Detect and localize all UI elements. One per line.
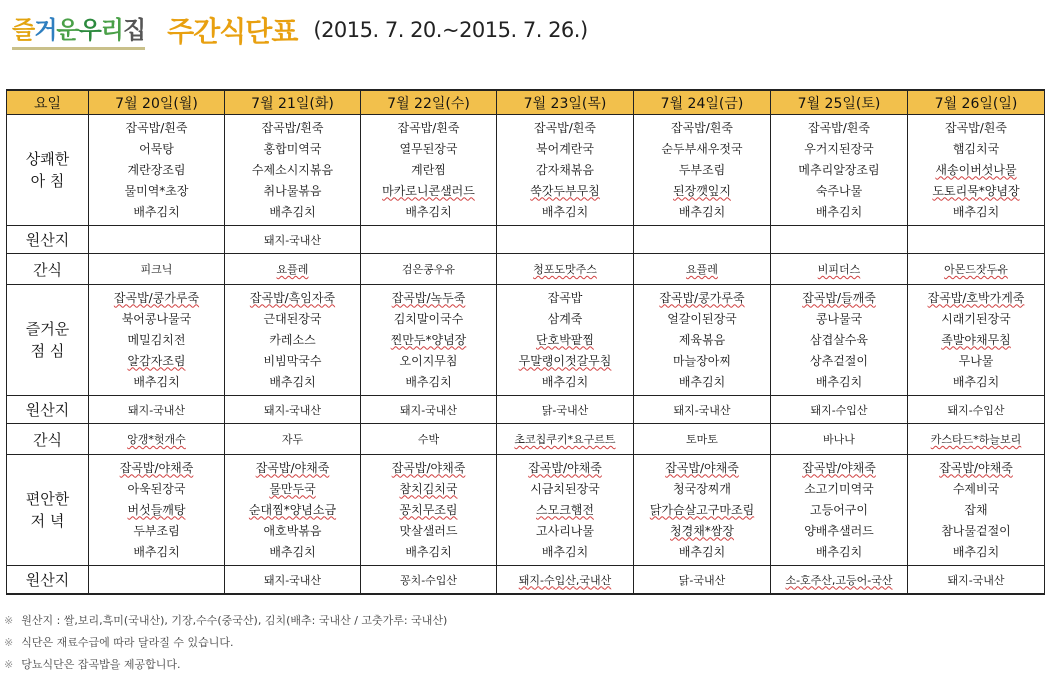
note-mark: ※ bbox=[4, 614, 14, 627]
breakfast_origin-cell bbox=[225, 226, 361, 254]
dinner-cell bbox=[89, 455, 225, 566]
origin-text: 돼지-국내산 bbox=[399, 403, 458, 417]
menu-item: 삼겹살수육 bbox=[810, 332, 868, 347]
brand-logo bbox=[12, 10, 145, 50]
menu-item: 취나물볶음 bbox=[263, 183, 322, 198]
brand-char: 집 bbox=[122, 16, 146, 44]
origin-text: 돼지-국내산 bbox=[127, 403, 186, 417]
menu-item: 참치김치국 bbox=[399, 481, 458, 496]
weekly-menu-table bbox=[6, 89, 1045, 595]
note-text: 당뇨식단은 잡곡밥을 제공합니다. bbox=[21, 658, 181, 671]
snack1-cell bbox=[634, 254, 771, 285]
menu-item: 삼계죽 bbox=[547, 311, 583, 326]
lunch_origin-cell bbox=[634, 396, 771, 424]
breakfast-cell bbox=[89, 115, 225, 226]
lunch-cell bbox=[497, 285, 634, 396]
meal-label-line: 즐거운 bbox=[25, 320, 70, 338]
breakfast_origin-row bbox=[7, 226, 1045, 254]
menu-item: 배추김치 bbox=[541, 374, 589, 389]
menu-item: 잡곡밥/호박가게죽 bbox=[927, 290, 1025, 305]
menu-item: 잡곡밥/흰죽 bbox=[807, 120, 870, 135]
dinner_origin-cell bbox=[497, 566, 634, 595]
breakfast-cell bbox=[908, 115, 1045, 226]
menu-item: 잡곡밥/콩가루죽 bbox=[659, 290, 745, 305]
breakfast_origin-cell bbox=[361, 226, 497, 254]
menu-item: 얼갈이된장국 bbox=[667, 311, 737, 326]
meal-label-line: 아 침 bbox=[30, 172, 65, 190]
note-mark: ※ bbox=[4, 636, 14, 649]
lunch_origin-row bbox=[7, 396, 1045, 424]
menu-item: 잡곡밥/야채죽 bbox=[119, 460, 194, 475]
origin-text: 돼지-수입산,국내산 bbox=[518, 573, 612, 587]
menu-item: 닭가슴살고구마조림 bbox=[649, 502, 755, 517]
page-title: 주간식단표 bbox=[167, 15, 298, 48]
snack2-label: 간식 bbox=[7, 424, 89, 455]
dinner_origin-cell bbox=[225, 566, 361, 595]
menu-item: 배추김치 bbox=[952, 204, 1000, 219]
menu-item: 고사리나물 bbox=[536, 523, 594, 538]
menu-item: 감자채볶음 bbox=[536, 162, 594, 177]
meal-label-line: 점 심 bbox=[30, 342, 65, 360]
snack1-label: 간식 bbox=[7, 254, 89, 285]
menu-item: 알감자조림 bbox=[127, 353, 186, 368]
breakfast-row bbox=[7, 115, 1045, 226]
snack1-cell bbox=[361, 254, 497, 285]
meal-label-line: 저 녁 bbox=[30, 512, 65, 530]
menu-item: 시래기된장국 bbox=[941, 311, 1011, 326]
menu-item: 잡곡밥/야채죽 bbox=[528, 460, 602, 475]
menu-item: 우거지된장국 bbox=[804, 141, 874, 156]
lunch_origin-label: 원산지 bbox=[7, 396, 89, 424]
menu-item: 애호박볶음 bbox=[263, 523, 322, 538]
lunch_origin-cell bbox=[225, 396, 361, 424]
meal-label-line: 편안한 bbox=[25, 490, 70, 508]
brand-char: 즐 bbox=[12, 16, 35, 44]
note-text: 원산지 : 쌀,보리,흑미(국내산), 기장,수수(중국산), 김치(배추: 국내산 / 고춧가루: 국내산) bbox=[21, 614, 448, 627]
lunch-row bbox=[7, 285, 1045, 396]
menu-item: 찐만두*양념장 bbox=[390, 332, 467, 347]
menu-item: 홍합미역국 bbox=[263, 141, 322, 156]
dinner-cell bbox=[908, 455, 1045, 566]
menu-item: 맛살샐러드 bbox=[399, 523, 458, 538]
menu-item: 쑥갓두부무침 bbox=[530, 183, 600, 198]
brand-char: 거 bbox=[34, 16, 57, 44]
menu-item: 어묵탕 bbox=[139, 141, 174, 156]
menu-item: 물만두국 bbox=[269, 481, 316, 496]
menu-item: 꽁치무조림 bbox=[399, 502, 458, 517]
menu-item: 소고기미역국 bbox=[804, 481, 874, 496]
menu-item: 햄김치국 bbox=[952, 141, 1000, 156]
day-header: 7월 26일(일) bbox=[908, 90, 1045, 115]
day-header: 7월 23일(목) bbox=[497, 90, 634, 115]
lunch_origin-cell bbox=[361, 396, 497, 424]
menu-item: 수제비국 bbox=[952, 481, 1000, 496]
menu-item: 배추김치 bbox=[541, 544, 589, 559]
brand-char: 운 bbox=[56, 16, 79, 44]
snack-item: 자두 bbox=[281, 433, 304, 446]
menu-item: 배추김치 bbox=[815, 204, 863, 219]
menu-item: 잡곡밥/들깨죽 bbox=[802, 290, 876, 305]
dinner-row bbox=[7, 455, 1045, 566]
lunch-cell bbox=[771, 285, 908, 396]
menu-item: 상추겉절이 bbox=[810, 353, 868, 368]
breakfast_origin-cell bbox=[497, 226, 634, 254]
menu-item: 잡곡밥/야채죽 bbox=[391, 460, 466, 475]
menu-item: 잡곡밥/흰죽 bbox=[533, 120, 596, 135]
breakfast_origin-cell bbox=[771, 226, 908, 254]
menu-item: 순두부새우젓국 bbox=[661, 141, 743, 156]
snack2-cell bbox=[225, 424, 361, 455]
meal-label-line: 상쾌한 bbox=[25, 150, 70, 168]
origin-text: 소-호주산,고등어-국산 bbox=[785, 573, 893, 587]
lunch-cell bbox=[634, 285, 771, 396]
origin-text: 돼지-수입산 bbox=[810, 403, 868, 417]
origin-text: 돼지-국내산 bbox=[947, 573, 1005, 587]
menu-item: 잡곡밥/흰죽 bbox=[944, 120, 1007, 135]
snack2-cell bbox=[771, 424, 908, 455]
menu-item: 양배추샐러드 bbox=[804, 523, 874, 538]
day-column-header: 요일 bbox=[7, 90, 89, 115]
snack-item: 앙갱*헛개수 bbox=[127, 433, 186, 446]
dinner_origin-cell bbox=[908, 566, 1045, 595]
menu-item: 잡곡밥/야채죽 bbox=[665, 460, 739, 475]
breakfast-cell bbox=[497, 115, 634, 226]
menu-item: 계란장조림 bbox=[127, 162, 186, 177]
header-row bbox=[7, 90, 1045, 115]
lunch_origin-cell bbox=[908, 396, 1045, 424]
menu-item: 청경채*쌈장 bbox=[670, 523, 734, 538]
lunch-cell bbox=[361, 285, 497, 396]
menu-item: 무나물 bbox=[958, 353, 994, 368]
menu-period: (2015. 7. 20.~2015. 7. 26.) bbox=[313, 18, 588, 42]
menu-item: 배추김치 bbox=[269, 374, 316, 389]
menu-item: 잡곡밥 bbox=[547, 290, 583, 305]
snack-item: 청포도맛주스 bbox=[533, 263, 597, 276]
menu-item: 새송이버섯나물 bbox=[935, 162, 1017, 177]
snack1-cell bbox=[771, 254, 908, 285]
snack1-cell bbox=[89, 254, 225, 285]
snack1-cell bbox=[908, 254, 1045, 285]
dinner-label bbox=[7, 455, 89, 566]
snack-item: 아몬드잣두유 bbox=[944, 263, 1008, 276]
menu-item: 잡곡밥/녹두죽 bbox=[391, 290, 466, 305]
origin-text: 돼지-수입산 bbox=[947, 403, 1005, 417]
menu-item: 잡곡밥/흰죽 bbox=[261, 120, 324, 135]
breakfast-cell bbox=[634, 115, 771, 226]
snack2-cell bbox=[634, 424, 771, 455]
menu-item: 고등어구이 bbox=[810, 502, 868, 517]
menu-item: 잡채 bbox=[964, 502, 988, 517]
snack-item: 피크닉 bbox=[140, 263, 173, 276]
snack-item: 초코칩쿠키*요구르트 bbox=[514, 433, 616, 446]
breakfast-label bbox=[7, 115, 89, 226]
menu-item: 된장깻잎지 bbox=[673, 183, 731, 198]
dinner_origin-cell bbox=[89, 566, 225, 595]
menu-item: 마카로니콘샐러드 bbox=[382, 183, 475, 198]
menu-item: 아욱된장국 bbox=[127, 481, 186, 496]
dinner-cell bbox=[634, 455, 771, 566]
menu-item: 두부조림 bbox=[678, 162, 726, 177]
menu-item: 북어콩나물국 bbox=[121, 311, 192, 326]
menu-item: 배추김치 bbox=[405, 204, 452, 219]
origin-text: 돼지-국내산 bbox=[263, 403, 322, 417]
lunch-cell bbox=[225, 285, 361, 396]
menu-item: 숙주나물 bbox=[815, 183, 863, 198]
snack-item: 토마토 bbox=[686, 433, 718, 446]
snack1-row bbox=[7, 254, 1045, 285]
lunch-cell bbox=[89, 285, 225, 396]
day-header: 7월 25일(토) bbox=[771, 90, 908, 115]
menu-item: 물미역*초장 bbox=[124, 183, 189, 198]
menu-item: 잡곡밥/흑임자죽 bbox=[249, 290, 336, 305]
lunch_origin-cell bbox=[497, 396, 634, 424]
menu-item: 열무된장국 bbox=[399, 141, 458, 156]
brand-char: 우 bbox=[78, 16, 101, 44]
menu-item: 배추김치 bbox=[815, 374, 863, 389]
note-text: 식단은 재료수급에 따라 달라질 수 있습니다. bbox=[21, 636, 234, 649]
menu-item: 배추김치 bbox=[133, 204, 180, 219]
menu-item: 메추리알장조림 bbox=[798, 162, 880, 177]
breakfast_origin-cell bbox=[908, 226, 1045, 254]
snack2-cell bbox=[89, 424, 225, 455]
breakfast-cell bbox=[361, 115, 497, 226]
menu-item: 청국장찌개 bbox=[673, 481, 731, 496]
origin-text: 돼지-국내산 bbox=[673, 403, 731, 417]
dinner-cell bbox=[225, 455, 361, 566]
day-header: 7월 22일(수) bbox=[361, 90, 497, 115]
breakfast_origin-label: 원산지 bbox=[7, 226, 89, 254]
menu-item: 배추김치 bbox=[269, 544, 316, 559]
menu-item: 잡곡밥/야채죽 bbox=[255, 460, 330, 475]
menu-item: 근대된장국 bbox=[263, 311, 322, 326]
menu-item: 시금치된장국 bbox=[530, 481, 600, 496]
dinner-cell bbox=[497, 455, 634, 566]
dinner_origin-cell bbox=[361, 566, 497, 595]
lunch_origin-cell bbox=[89, 396, 225, 424]
menu-item: 스모크햄전 bbox=[536, 502, 594, 517]
brand-char: 리 bbox=[100, 16, 123, 44]
dinner_origin-label: 원산지 bbox=[7, 566, 89, 595]
menu-item: 잡곡밥/흰죽 bbox=[670, 120, 733, 135]
menu-item: 배추김치 bbox=[815, 544, 863, 559]
menu-item: 제육볶음 bbox=[678, 332, 726, 347]
dinner_origin-cell bbox=[634, 566, 771, 595]
menu-item: 족발야채무침 bbox=[941, 332, 1011, 347]
menu-item: 배추김치 bbox=[678, 544, 726, 559]
note-line bbox=[4, 654, 447, 676]
origin-text: 닭-국내산 bbox=[541, 403, 589, 417]
menu-item: 수제소시지볶음 bbox=[251, 162, 334, 177]
note-mark: ※ bbox=[4, 658, 14, 671]
menu-item: 잡곡밥/콩가루죽 bbox=[113, 290, 200, 305]
breakfast-cell bbox=[225, 115, 361, 226]
breakfast_origin-cell bbox=[634, 226, 771, 254]
menu-item: 배추김치 bbox=[269, 204, 316, 219]
dinner_origin-row bbox=[7, 566, 1045, 595]
origin-text: 돼지-국내산 bbox=[263, 233, 322, 247]
menu-item: 배추김치 bbox=[678, 374, 726, 389]
snack2-cell bbox=[497, 424, 634, 455]
menu-item: 김치말이국수 bbox=[393, 311, 464, 326]
snack2-cell bbox=[908, 424, 1045, 455]
notes bbox=[4, 610, 447, 676]
breakfast-cell bbox=[771, 115, 908, 226]
menu-item: 메밀김치전 bbox=[127, 332, 186, 347]
snack-item: 카스타드*하늘보리 bbox=[930, 433, 1022, 446]
menu-item: 카레소스 bbox=[269, 332, 316, 347]
lunch_origin-cell bbox=[771, 396, 908, 424]
menu-item: 배추김치 bbox=[541, 204, 589, 219]
menu-item: 계란찜 bbox=[411, 162, 446, 177]
menu-item: 마늘장아찌 bbox=[673, 353, 731, 368]
menu-item: 배추김치 bbox=[133, 544, 180, 559]
menu-item: 잡곡밥/야채죽 bbox=[939, 460, 1013, 475]
snack1-cell bbox=[225, 254, 361, 285]
day-header: 7월 24일(금) bbox=[634, 90, 771, 115]
snack-item: 바나나 bbox=[823, 433, 855, 446]
origin-text: 돼지-국내산 bbox=[263, 573, 322, 587]
day-header: 7월 21일(화) bbox=[225, 90, 361, 115]
snack-item: 비피더스 bbox=[817, 263, 861, 276]
note-line bbox=[4, 632, 447, 654]
snack2-cell bbox=[361, 424, 497, 455]
snack-item: 검은콩우유 bbox=[401, 263, 456, 276]
menu-item: 배추김치 bbox=[405, 374, 452, 389]
snack1-cell bbox=[497, 254, 634, 285]
menu-item: 순대찜*양념소금 bbox=[248, 502, 337, 517]
menu-item: 배추김치 bbox=[952, 544, 1000, 559]
menu-item: 배추김치 bbox=[133, 374, 180, 389]
dinner_origin-cell bbox=[771, 566, 908, 595]
menu-item: 비빔막국수 bbox=[263, 353, 322, 368]
page-header bbox=[12, 8, 588, 52]
menu-item: 버섯들깨탕 bbox=[127, 502, 186, 517]
lunch-cell bbox=[908, 285, 1045, 396]
dinner-cell bbox=[771, 455, 908, 566]
menu-item: 두부조림 bbox=[133, 523, 180, 538]
dinner-cell bbox=[361, 455, 497, 566]
menu-item: 배추김치 bbox=[405, 544, 452, 559]
menu-item: 배추김치 bbox=[952, 374, 1000, 389]
menu-item: 도토리묵*양념장 bbox=[932, 183, 1020, 198]
menu-item: 무말랭이젓갈무침 bbox=[518, 353, 612, 368]
menu-item: 잡곡밥/흰죽 bbox=[125, 120, 188, 135]
origin-text: 닭-국내산 bbox=[678, 573, 726, 587]
day-header: 7월 20일(월) bbox=[89, 90, 225, 115]
lunch-label bbox=[7, 285, 89, 396]
menu-item: 배추김치 bbox=[678, 204, 726, 219]
snack-item: 요플레 bbox=[276, 263, 309, 276]
menu-item: 참나물겉절이 bbox=[941, 523, 1011, 538]
snack2-row bbox=[7, 424, 1045, 455]
menu-item: 잡곡밥/흰죽 bbox=[397, 120, 460, 135]
menu-item: 잡곡밥/야채죽 bbox=[802, 460, 876, 475]
menu-item: 오이지무침 bbox=[399, 353, 458, 368]
origin-text: 꽁치-수입산 bbox=[399, 573, 458, 587]
snack-item: 수박 bbox=[417, 433, 440, 446]
menu-item: 단호박팥찜 bbox=[536, 332, 594, 347]
note-line bbox=[4, 610, 447, 632]
menu-item: 북어계란국 bbox=[536, 141, 594, 156]
menu-item: 콩나물국 bbox=[815, 311, 863, 326]
breakfast_origin-cell bbox=[89, 226, 225, 254]
snack-item: 요플레 bbox=[686, 263, 718, 276]
